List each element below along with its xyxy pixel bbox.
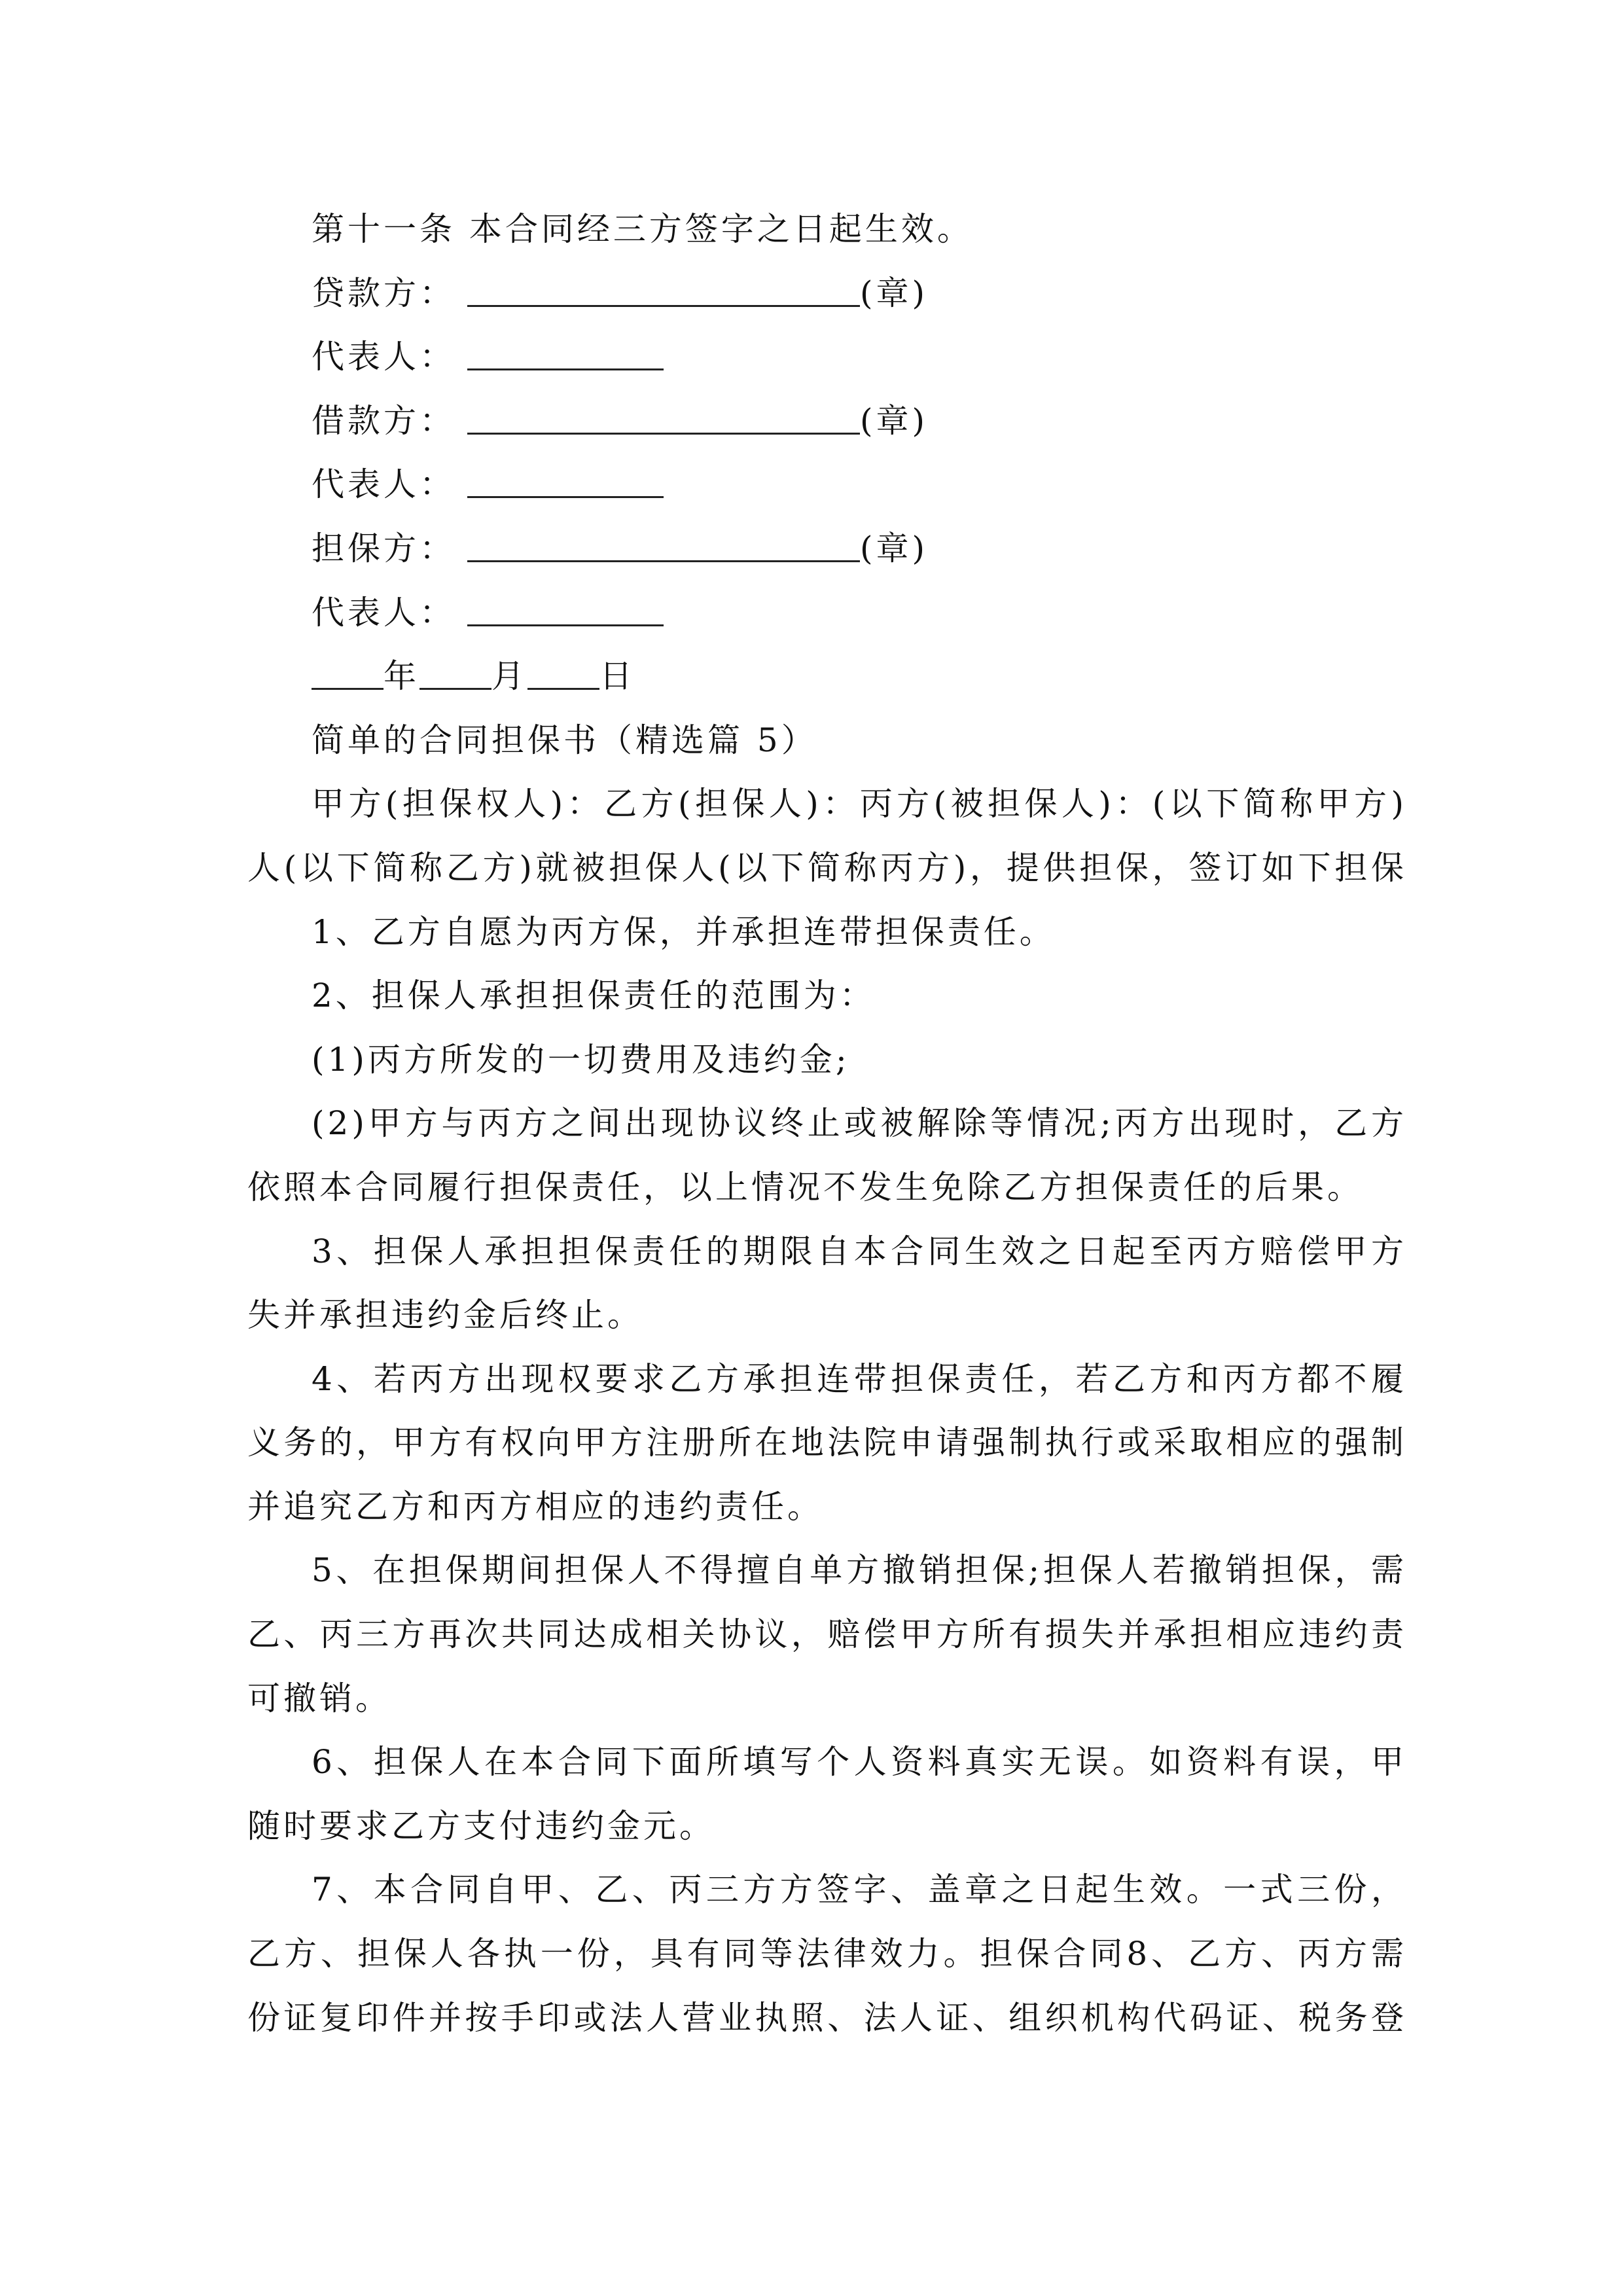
- body-line: (1)丙方所发的一切费用及违约金;: [312, 1040, 850, 1079]
- signature-row: [247, 581, 1407, 645]
- body-line: 2、担保人承担担保责任的范围为：: [312, 977, 876, 1015]
- signature-blank[interactable]: [467, 457, 664, 498]
- signature-blank[interactable]: [467, 266, 860, 307]
- body-line: 并追究乙方和丙方相应的违约责任。: [247, 1487, 823, 1526]
- signature-blank[interactable]: [467, 585, 664, 626]
- signature-row: [247, 325, 1407, 389]
- body-line: 3、担保人承担担保责任的期限自本合同生效之日起至丙方赔偿甲方: [312, 1232, 1407, 1270]
- body-line: 1、乙方自愿为丙方保，并承担连带担保责任。: [312, 912, 1056, 951]
- signature-blank[interactable]: [467, 329, 664, 370]
- month-blank[interactable]: [419, 649, 491, 690]
- day-blank[interactable]: [527, 649, 599, 690]
- signature-label: 借款方：: [312, 401, 455, 440]
- signature-blank[interactable]: [467, 521, 860, 562]
- signature-row: [247, 517, 1407, 581]
- body-line: 乙方、担保人各执一份，具有同等法律效力。担保合同8、乙方、丙方需: [247, 1935, 1407, 1973]
- signature-label: 代表人：: [312, 593, 455, 632]
- body-line: 义务的，甲方有权向甲方注册所在地法院申请强制执行或采取相应的强制: [247, 1424, 1407, 1462]
- body-line: 依照本合同履行担保责任，以上情况不发生免除乙方担保责任的后果。: [247, 1168, 1363, 1206]
- signature-label: 代表人：: [312, 338, 455, 376]
- body-line: 乙、丙三方再次共同达成相关协议，赔偿甲方所有损失并承担相应违约责: [247, 1615, 1407, 1654]
- section-title: 简单的合同担保书（精选篇 5）: [312, 721, 817, 759]
- seal-label: (章): [860, 274, 929, 312]
- signature-blank[interactable]: [467, 393, 860, 435]
- seal-label: (章): [860, 401, 929, 440]
- article-11: 第十一条 本合同经三方签字之日起生效。: [312, 210, 973, 248]
- body-line: 5、在担保期间担保人不得擅自单方撤销担保;担保人若撤销担保，需: [312, 1551, 1407, 1590]
- signature-row: [247, 262, 1407, 326]
- body-line: (2)甲方与丙方之间出现协议终止或被解除等情况;丙方出现时，乙方: [312, 1104, 1407, 1143]
- body-line: 人(以下简称乙方)就被担保人(以下简称丙方)，提供担保，签订如下担保: [247, 848, 1407, 887]
- signature-label: 贷款方：: [312, 274, 455, 312]
- month-label: 月: [491, 657, 527, 696]
- year-blank[interactable]: [312, 649, 383, 690]
- signature-block: [247, 262, 1407, 645]
- body-line: 可撤销。: [247, 1679, 391, 1717]
- signature-row: [247, 389, 1407, 454]
- document-page: [247, 198, 1407, 2050]
- body-line: 4、若丙方出现权要求乙方承担连带担保责任，若乙方和丙方都不履: [312, 1359, 1407, 1398]
- body-line: 份证复印件并按手印或法人营业执照、法人证、组织机构代码证、税务登: [247, 1998, 1407, 2037]
- contract-body: [247, 709, 1407, 2050]
- year-label: 年: [383, 657, 419, 696]
- seal-label: (章): [860, 529, 929, 567]
- signature-label: 担保方：: [312, 529, 455, 567]
- signature-row: [247, 453, 1407, 517]
- date-line: [247, 645, 1407, 709]
- signature-label: 代表人：: [312, 465, 455, 504]
- body-line: 失并承担违约金后终止。: [247, 1296, 643, 1335]
- body-line: 6、担保人在本合同下面所填写个人资料真实无误。如资料有误，甲: [312, 1743, 1407, 1782]
- body-line: 随时要求乙方支付违约金元。: [247, 1806, 715, 1845]
- body-line: 甲方(担保权人)：乙方(担保人)：丙方(被担保人)：(以下简称甲方): [312, 785, 1407, 823]
- day-label: 日: [599, 657, 635, 696]
- body-line: 7、本合同自甲、乙、丙三方方签字、盖章之日起生效。一式三份，: [312, 1871, 1407, 1909]
